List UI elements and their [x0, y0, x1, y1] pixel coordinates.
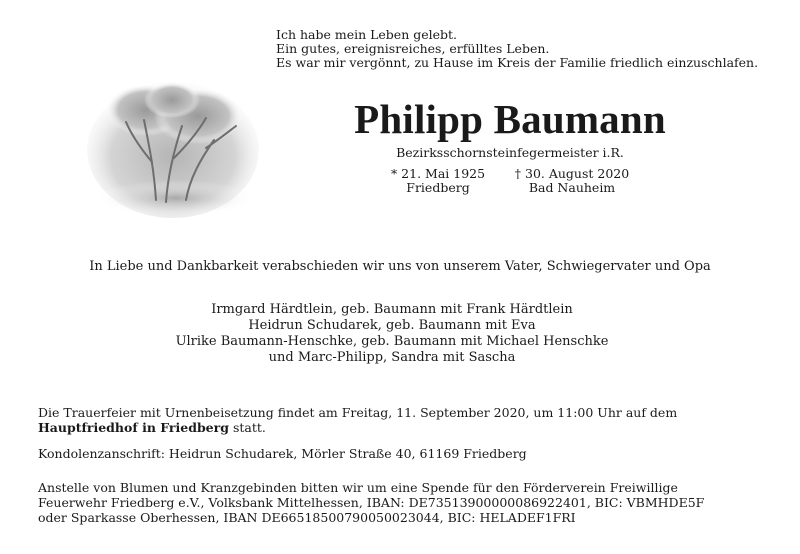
donation-line: oder Sparkasse Oberhessen, IBAN DE66518500790050023044, BIC: HELADEF1FRI [38, 510, 576, 525]
birth-place: Friedberg [406, 180, 470, 195]
mourner-line: Irmgard Härdtlein, geb. Baumann mit Frank Härdtlein [211, 302, 573, 317]
donation-line: Feuerwehr Friedberg e.V., Volksbank Mittelhessen, IBAN: DE73513900000086922401, BIC: VBMHDE5F [38, 495, 705, 510]
farewell-text: In Liebe und Dankbarkeit verabschieden wir uns von unserem Vater, Schwiegervater und Opa [89, 259, 711, 274]
mourners-list [0, 302, 784, 366]
mourner-line: Ulrike Baumann-Henschke, geb. Baumann mit Michael Henschke [175, 334, 609, 349]
death-date: † 30. August 2020 [514, 166, 630, 181]
funeral-text-end: statt. [228, 420, 266, 435]
donation-notice [38, 480, 778, 525]
trees-illustration [86, 70, 260, 220]
death-info [512, 167, 632, 195]
funeral-location: Hauptfriedhof in Friedberg [38, 420, 229, 435]
deceased-name: Philipp Baumann [354, 96, 666, 142]
mourner-line: und Marc-Philipp, Sandra mit Sascha [268, 350, 516, 365]
poem-line: Ich habe mein Leben gelebt. [276, 27, 458, 42]
poem-line: Ein gutes, ereignisreiches, erfülltes Leben. [276, 41, 550, 56]
condolence-address: Kondolenzanschrift: Heidrun Schudarek, Mörler Straße 40, 61169 Friedberg [38, 446, 527, 461]
funeral-text: Die Trauerfeier mit Urnenbeisetzung findet am Freitag, 11. September 2020, um 11:00 Uhr auf dem [38, 405, 678, 420]
birth-info [378, 167, 498, 195]
death-place: Bad Nauheim [528, 180, 616, 195]
birth-date: * 21. Mai 1925 [390, 166, 486, 181]
poem [276, 28, 758, 70]
deceased-title: Bezirksschornsteinfegermeister i.R. [396, 145, 624, 160]
funeral-notice [38, 405, 778, 435]
donation-line: Anstelle von Blumen und Kranzgebinden bitten wir um eine Spende für den Förderverein Freiwillige [38, 480, 678, 495]
poem-line: Es war mir vergönnt, zu Hause im Kreis der Familie friedlich einzuschlafen. [276, 55, 759, 70]
mourner-line: Heidrun Schudarek, geb. Baumann mit Eva [248, 318, 536, 333]
